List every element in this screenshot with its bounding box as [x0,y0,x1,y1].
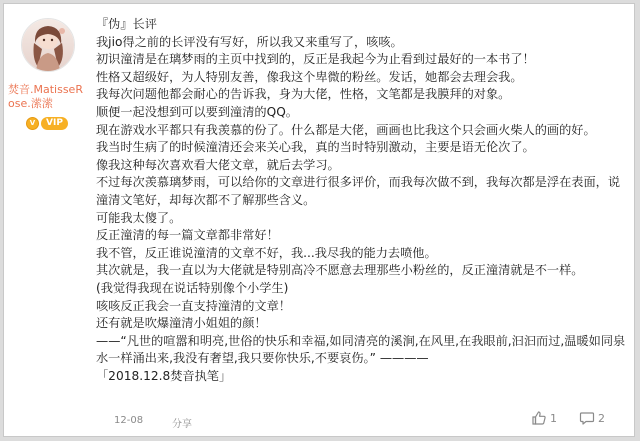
reply-button[interactable] [579,410,605,426]
reply-count: 2 [598,411,605,425]
comment-line: 我每次问题他都会耐心的告诉我，身为大佬，性格，文笔都是我膜拜的对象。 [96,87,511,102]
comment-title: 『伪』长评 [96,17,157,31]
comment-date: 12-08 [114,415,144,426]
comment-line: 初识潼清是在璃梦雨的主页中找到的，反正是我起今为止看到过最好的一本书了！ [96,52,535,67]
comment-line: 像我这种每次喜欢看大佬文章，就后去学习。 [96,157,340,172]
comment-line: 性格又超级好，为人特别友善，像我这个卑微的粉丝。发话，她都会去理会我。 [96,69,523,84]
comment-line: 我jio得之前的长评没有写好，所以我又来重写了，咳咳。 [96,34,403,49]
comment-line: 咳咳反正我会一直支持潼清的文章！ [96,298,291,313]
comment-line: 我当时生病了的时候潼清还会来关心我，真的当时特别激动，主要是语无伦次了。 [96,140,535,155]
comment-footer [4,407,634,437]
comment-line: 反正潼清的每一篇文章都非常好！ [96,228,279,243]
comment-line: 不过每次羡慕璃梦雨，可以给你的文章进行很多评价，而我每次做不到，我每次都是浮在表面，说潼清文笔好，却每次都不了解那些含义。 [96,175,621,207]
avatar-image [22,19,74,71]
comment-body [96,16,626,385]
username-link[interactable]: 焚音.MatisseRose.潆潆 [8,83,83,110]
reply-bubble-icon [579,410,595,426]
comment-signature: 「2018.12.8焚音执笔」 [96,368,232,383]
comment-line: 还有就是吹爆潼清小姐姐的颜！ [96,316,267,331]
comment-line: 现在游戏水平都只有我羡慕的份了。什么都是大佬，画画也比我这个只会画火柴人的画的好。 [96,122,596,137]
like-button[interactable] [531,410,557,426]
comment-line: 可能我太傻了。 [96,210,182,225]
comment-quote: ——“凡世的喧嚣和明亮,世俗的快乐和幸福,如同清亮的溪涧,在风里,在我眼前,汩汩而过,温暖如同泉水一样涌出来,我没有奢望,我只要你快乐,不要哀伤。” ———— [96,333,626,366]
vip-crown-icon: V [26,117,39,130]
like-count: 1 [550,411,557,425]
like-thumb-icon [531,410,547,426]
share-button[interactable]: 分享 [172,419,192,430]
vip-badge[interactable] [26,116,68,130]
comment-line: 顺便一起没想到可以要到潼清的QQ。 [96,104,298,119]
comment-line: 其次就是，我一直以为大佬就是特别高冷不愿意去理那些小粉丝的，反正潼清就是不一样。 [96,263,584,278]
weibo-comment-card [3,3,635,437]
comment-line: 我不管，反正谁说潼清的文章不好，我...我尽我的能力去喷他。 [96,245,437,260]
avatar[interactable] [21,18,75,72]
vip-label: VIP [41,117,68,130]
user-column [4,4,88,436]
comment-line: (我觉得我现在说话特别像个小学生) [96,280,289,295]
